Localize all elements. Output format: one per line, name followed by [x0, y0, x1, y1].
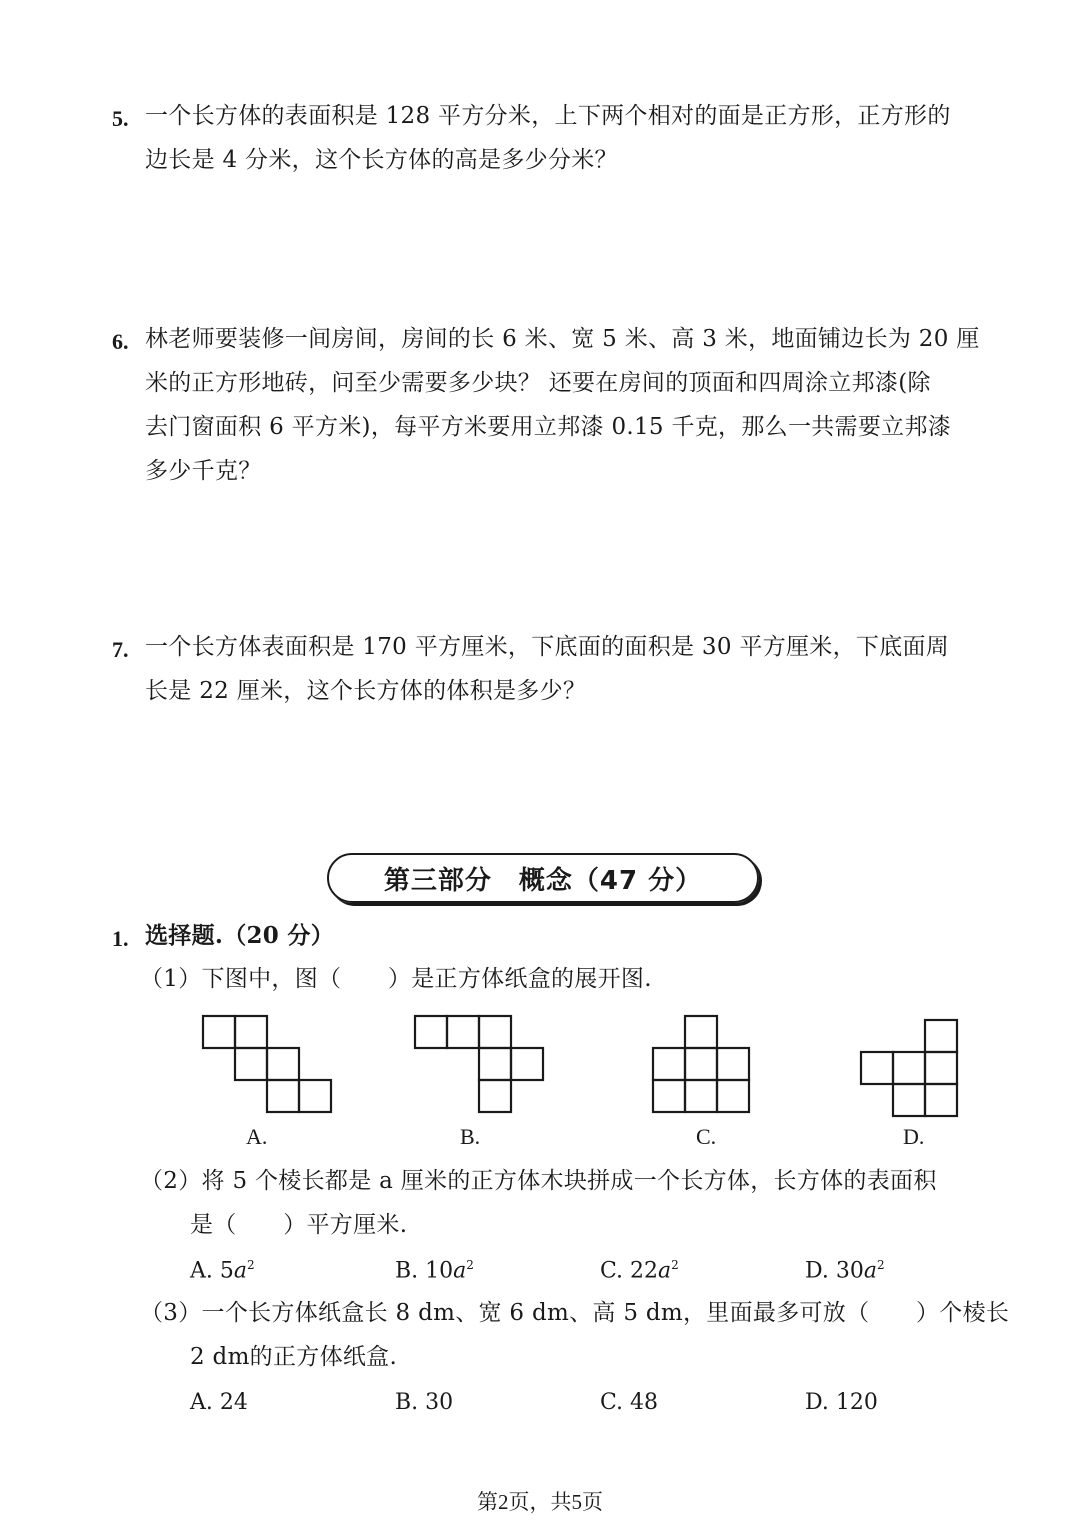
- net-d: [861, 1020, 957, 1116]
- section-banner: [327, 853, 759, 903]
- question-6-number: 6.: [112, 329, 129, 354]
- net-c: [653, 1016, 749, 1112]
- question-6-line-4: 多少千克？: [145, 458, 262, 484]
- sub-question-3-option-c: C. 48: [600, 1390, 659, 1415]
- question-7-line-1: 一个长方体表面积是 170 平方厘米，下底面的面积是 30 平方厘米，下底面周: [145, 634, 950, 660]
- cube-nets-figure: [195, 1008, 975, 1118]
- question-5-line-2: 边长是 4 分米，这个长方体的高是多少分米？: [145, 147, 618, 173]
- page-footer: 第2页，共5页: [477, 1490, 603, 1514]
- net-label-d: D.: [903, 1124, 925, 1149]
- question-7-number: 7.: [112, 637, 129, 662]
- question-5-line-1: 一个长方体的表面积是 128 平方分米，上下两个相对的面是正方形，正方形的: [145, 103, 951, 129]
- question-6-line-1: 林老师要装修一间房间，房间的长 6 米、宽 5 米、高 3 米，地面铺边长为 20 厘: [145, 326, 980, 352]
- sub-question-2-option-c: C. $22a^2$: [600, 1258, 679, 1284]
- sub-question-3-option-a: A. 24: [190, 1390, 248, 1415]
- sub-question-2-option-d: D. $30a^2$: [805, 1258, 885, 1284]
- question-7-line-2: 长是 22 厘米，这个长方体的体积是多少？: [145, 678, 587, 704]
- sub-question-1-text: （1）下图中，图（ ）是正方体纸盒的展开图.: [140, 966, 652, 992]
- section-title: 第三部分 概念（47 分）: [383, 865, 703, 896]
- sub-question-2-option-b: B. $10a^2$: [395, 1258, 474, 1284]
- part3-question-1-title: 选择题.（20 分）: [145, 922, 335, 949]
- question-6-line-2: 米的正方形地砖，问至少需要多少块？ 还要在房间的顶面和四周涂立邦漆(除: [145, 370, 931, 396]
- net-label-a: A.: [246, 1124, 268, 1149]
- sub-question-3-line-1: （3）一个长方体纸盒长 8 dm、宽 6 dm、高 5 dm，里面最多可放（ ）个棱长: [140, 1300, 1010, 1326]
- sub-question-3-option-b: B. 30: [395, 1390, 454, 1415]
- question-6-line-3: 去门窗面积 6 平方米)，每平方米要用立邦漆 0.15 千克，那么一共需要立邦漆: [145, 414, 952, 440]
- sub-question-3-option-d: D. 120: [805, 1390, 878, 1415]
- sub-question-2-line-1: （2）将 5 个棱长都是 a 厘米的正方体木块拼成一个长方体，长方体的表面积: [140, 1168, 937, 1194]
- net-b: [415, 1016, 543, 1112]
- net-label-b: B.: [460, 1124, 481, 1149]
- net-label-c: C.: [696, 1124, 717, 1149]
- sub-question-3-line-2: 2 dm的正方体纸盒.: [190, 1344, 398, 1370]
- net-a: [203, 1016, 331, 1112]
- sub-question-2-option-a: A. $5a^2$: [190, 1258, 255, 1284]
- part3-question-1-number: 1.: [112, 926, 129, 951]
- question-5-number: 5.: [112, 106, 129, 131]
- sub-question-2-line-2: 是（ ）平方厘米.: [190, 1212, 408, 1238]
